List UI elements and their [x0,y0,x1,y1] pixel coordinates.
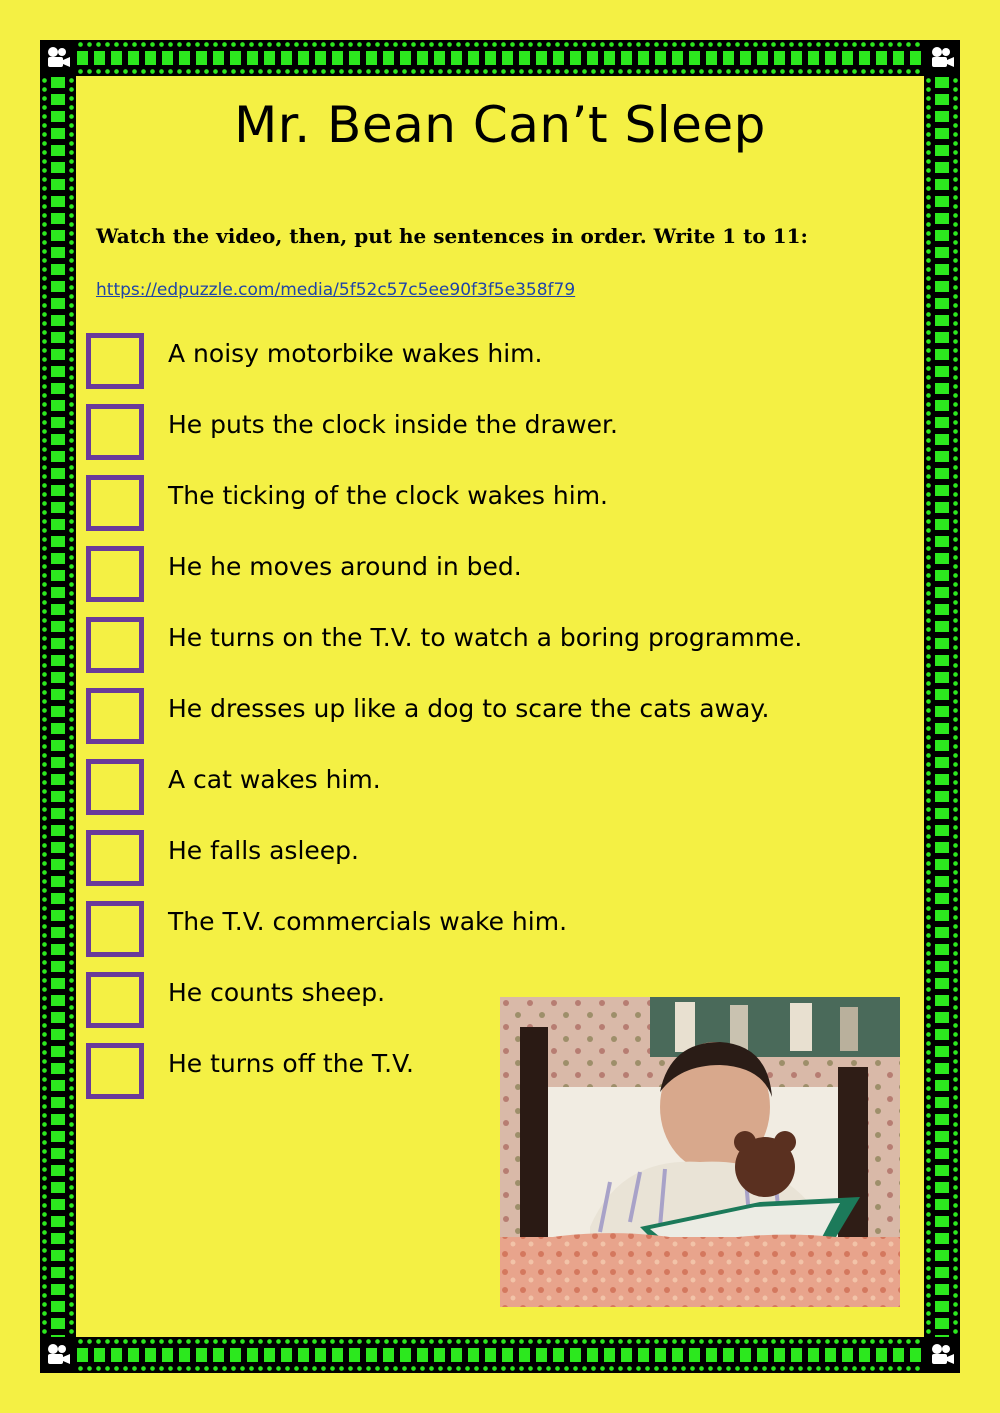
list-item [84,828,904,899]
order-checkbox[interactable] [86,688,144,744]
list-item [84,899,904,970]
film-strip-border-bottom [40,1337,960,1373]
film-camera-icon [40,40,76,76]
sentence-text: A noisy motorbike wakes him. [168,339,543,368]
video-link[interactable]: https://edpuzzle.com/media/5f52c57c5ee90f3f5e358f79 [96,280,576,300]
list-item [84,544,904,615]
order-checkbox[interactable] [86,617,144,673]
order-checkbox[interactable] [86,1043,144,1099]
order-checkbox[interactable] [86,759,144,815]
instructions: Watch the video, then, put he sentences in order. Write 1 to 11: [96,224,808,248]
sentence-text: The ticking of the clock wakes him. [168,481,608,510]
list-item [84,686,904,757]
list-item [84,402,904,473]
film-camera-icon [40,1337,76,1373]
order-checkbox[interactable] [86,546,144,602]
film-camera-icon [924,1337,960,1373]
film-strip-border-right [924,40,960,1373]
sentence-text: He falls asleep. [168,836,359,865]
sentence-text: He dresses up like a dog to scare the cats away. [168,694,770,723]
sentence-text: He turns on the T.V. to watch a boring programme. [168,623,803,652]
film-camera-icon [924,40,960,76]
page-title: Mr. Bean Can’t Sleep [234,96,766,154]
sentence-text: He counts sheep. [168,978,386,1007]
sentence-text: A cat wakes him. [168,765,381,794]
order-checkbox[interactable] [86,404,144,460]
order-checkbox[interactable] [86,901,144,957]
sentence-text: He turns off the T.V. [168,1049,414,1078]
list-item [84,473,904,544]
order-checkbox[interactable] [86,830,144,886]
list-item [84,615,904,686]
sentence-text: He puts the clock inside the drawer. [168,410,618,439]
list-item [84,331,904,402]
list-item [84,757,904,828]
sentence-text: He he moves around in bed. [168,552,522,581]
order-checkbox[interactable] [86,475,144,531]
film-strip-border-top [40,40,960,76]
sentence-list [84,331,904,1112]
photo-mr-bean-reading-in-bed [500,997,900,1307]
sentence-text: The T.V. commercials wake him. [168,907,568,936]
order-checkbox[interactable] [86,333,144,389]
film-strip-border-left [40,40,76,1373]
order-checkbox[interactable] [86,972,144,1028]
